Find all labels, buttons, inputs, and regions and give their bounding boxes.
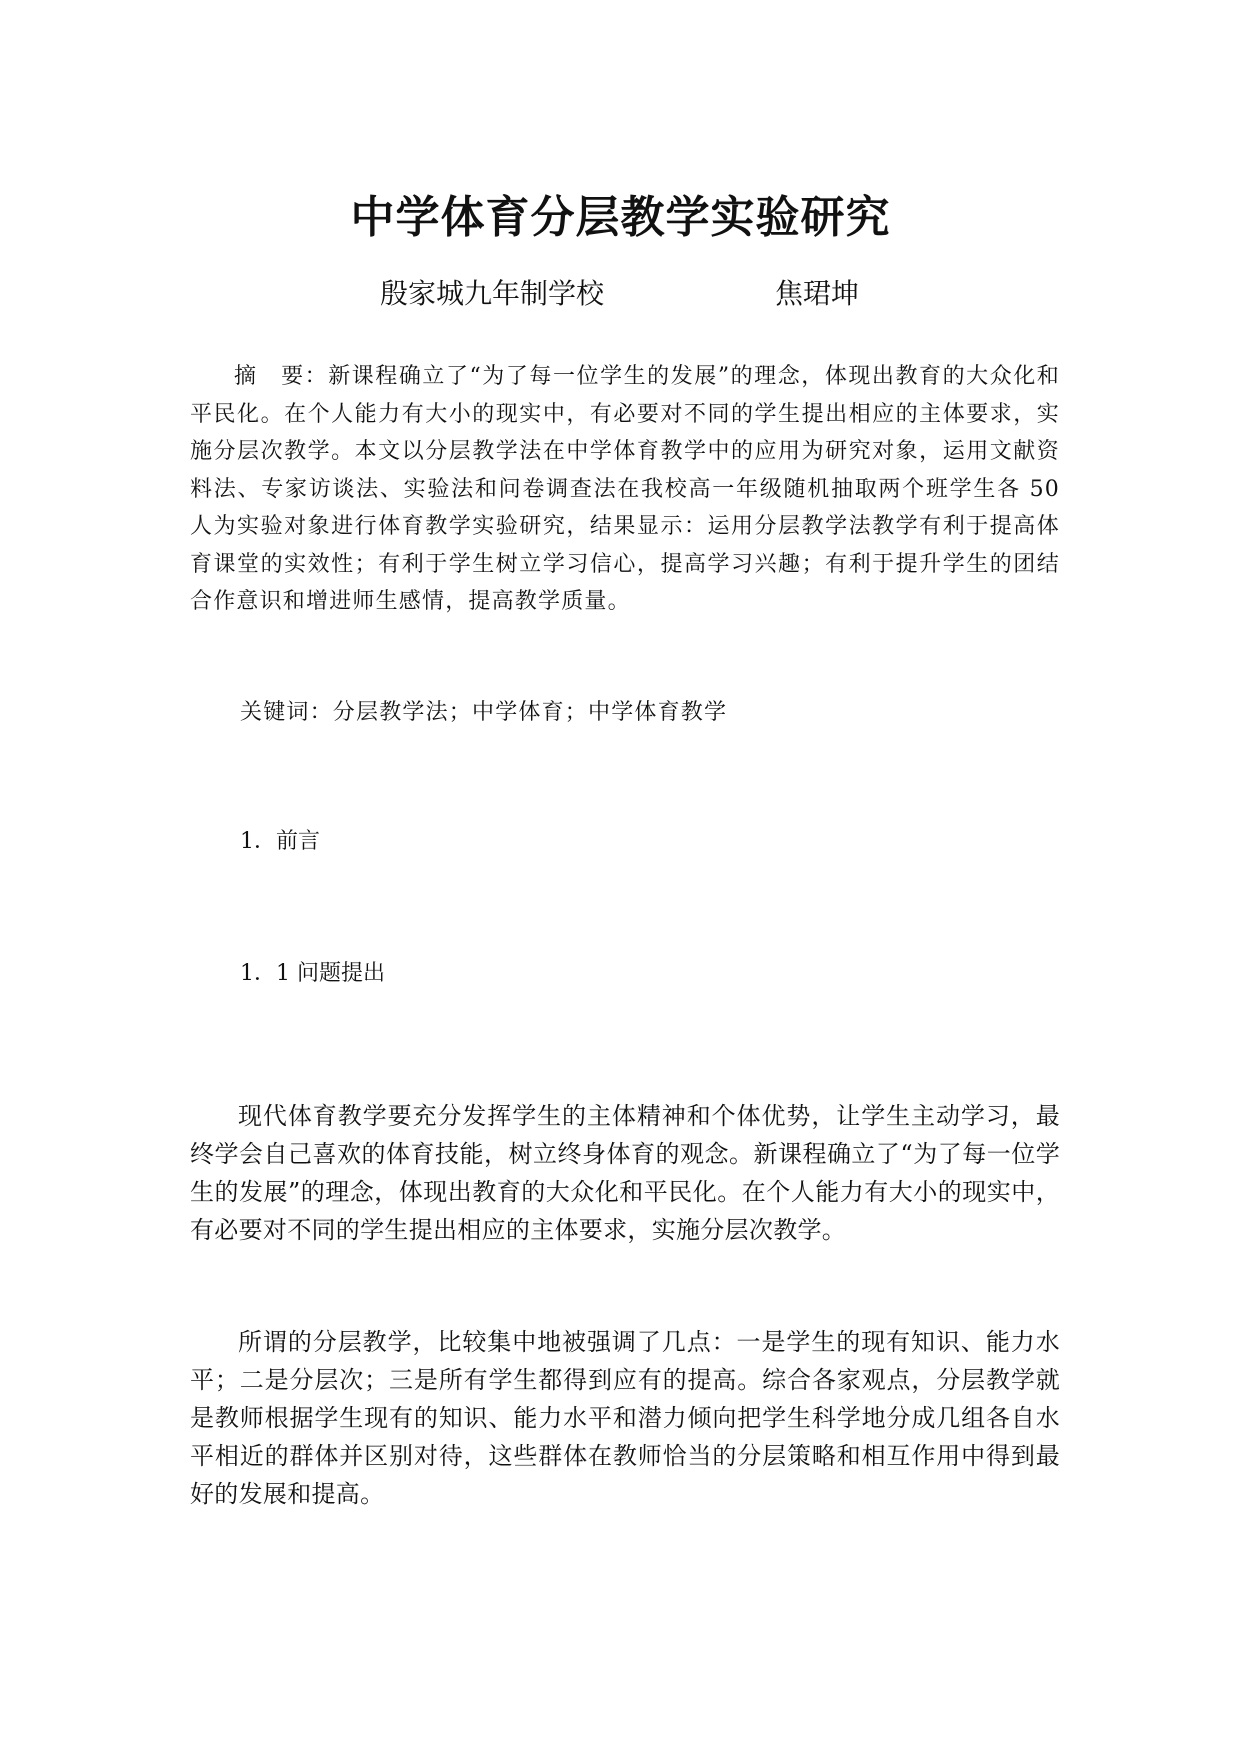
author-name: 焦珺坤 — [775, 277, 860, 310]
author-affiliation: 殷家城九年制学校 — [380, 277, 605, 310]
body-paragraph: 现代体育教学要充分发挥学生的主体精神和个体优势，让学生主动学习，最终学会自己喜欢的体育技能，树立终身体育的观念。新课程确立了“为了每一位学生的发展”的理念，体现出教育的大众化和平民化。在个人能力有大小的现实中，有必要对不同的学生提出相应的主体要求，实施分层次教学。 — [190, 1102, 1060, 1244]
keywords-line: 关键词：分层教学法；中学体育；中学体育教学 — [240, 700, 728, 725]
paper-title: 中学体育分层教学实验研究 — [350, 192, 891, 243]
section-heading-introduction: 1．前言 — [240, 829, 320, 854]
body-paragraph: 所谓的分层教学，比较集中地被强调了几点：一是学生的现有知识、能力水平；二是分层次；三是所有学生都得到应有的提高。综合各家观点，分层教学就是教师根据学生现有的知识、能力水平和潜力倾向把学生科学地分成几组各自水平相近的群体并区别对待，这些群体在教师恰当的分层策略和相互作用中得到最好的发展和提高。 — [190, 1328, 1060, 1508]
abstract-paragraph: 摘 要：新课程确立了“为了每一位学生的发展”的理念，体现出教育的大众化和平民化。在个人能力有大小的现实中，有必要对不同的学生提出相应的主体要求，实施分层次教学。本文以分层教学法在中学体育教学中的应用为研究对象，运用文献资料法、专家访谈法、实验法和问卷调查法在我校高一年级随机抽取两个班学生各 50 人为实验对象进行体育教学实验研究，结果显示：运用分层教学法教学有利于提高体育课堂的实效性；有利于学生树立学习信心，提高学习兴趣；有利于提升学生的团结合作意识和增进师生感情，提高教学质量。 — [190, 364, 1060, 614]
subsection-heading-problem: 1．1 问题提出 — [240, 961, 385, 986]
